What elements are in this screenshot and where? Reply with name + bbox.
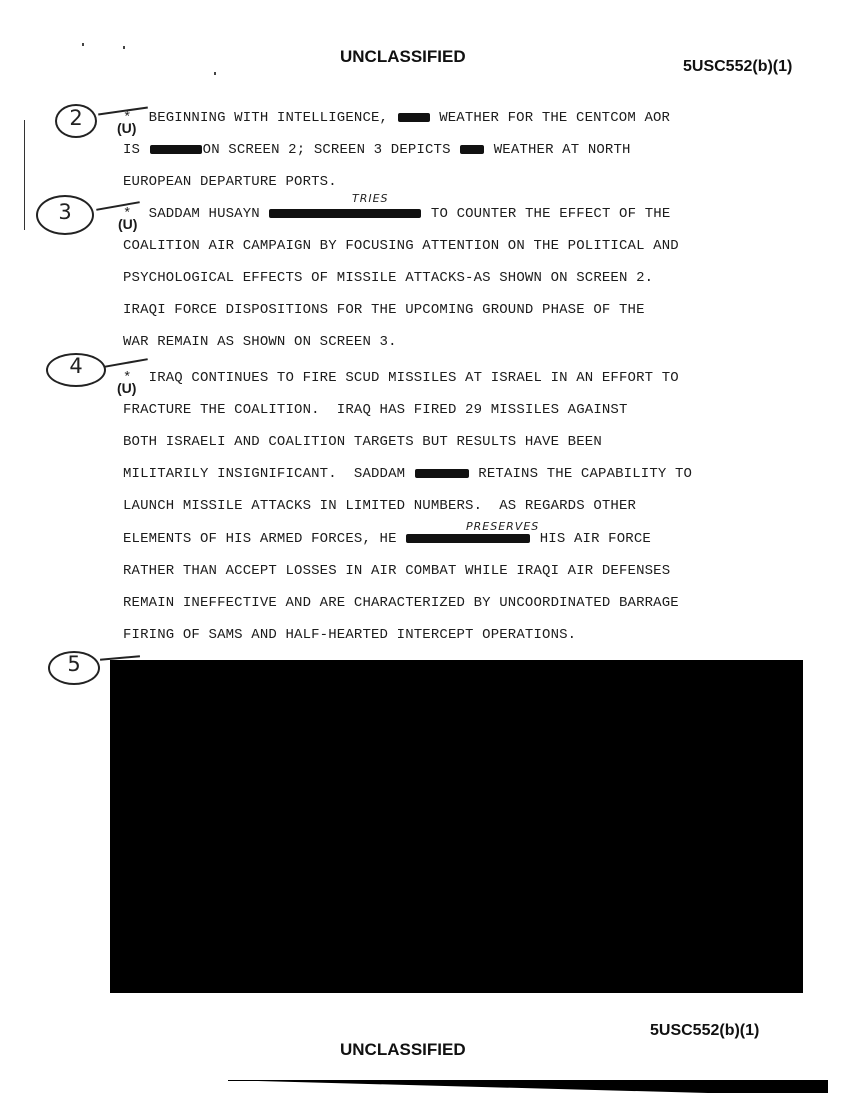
- text-line: RATHER THAN ACCEPT LOSSES IN AIR COMBAT WHILE IRAQI AIR DEFENSES: [123, 563, 671, 579]
- text-line: IS ON SCREEN 2; SCREEN 3 DEPICTS WEATHER AT NORTH: [123, 142, 631, 158]
- ink-redaction: [415, 469, 469, 478]
- ink-redaction: [150, 145, 202, 154]
- text-line: FIRING OF SAMS AND HALF-HEARTED INTERCEPT OPERATIONS.: [123, 627, 577, 643]
- footer-classification: UNCLASSIFIED: [340, 1040, 466, 1059]
- text-line: ELEMENTS OF HIS ARMED FORCES, HE HIS AIR FORCE: [123, 531, 651, 547]
- portion-marking: (U): [118, 216, 138, 232]
- header-exemption-code: 5USC552(b)(1): [683, 58, 793, 75]
- portion-marking: (U): [117, 120, 137, 136]
- bottom-edge-bar: [228, 1080, 828, 1093]
- text-line: * IRAQ CONTINUES TO FIRE SCUD MISSILES AT ISRAEL IN AN EFFORT TO: [123, 370, 679, 386]
- header-classification: UNCLASSIFIED: [340, 47, 466, 66]
- text-line: COALITION AIR CAMPAIGN BY FOCUSING ATTENTION ON THE POLITICAL AND: [123, 238, 679, 254]
- paragraph-number-circle: 5: [48, 651, 100, 685]
- portion-marking: (U): [117, 380, 137, 396]
- redaction-block: [110, 660, 803, 993]
- footer-exemption-code: 5USC552(b)(1): [650, 1022, 760, 1039]
- margin-rule: [24, 120, 25, 230]
- paragraph-number-circle: 4: [46, 353, 106, 387]
- margin-dot: [123, 46, 125, 49]
- text-line: WAR REMAIN AS SHOWN ON SCREEN 3.: [123, 334, 397, 350]
- ink-redaction: [398, 113, 430, 122]
- text-line: LAUNCH MISSILE ATTACKS IN LIMITED NUMBERS. AS REGARDS OTHER: [123, 498, 637, 514]
- ink-redaction: [406, 534, 530, 543]
- text-line: MILITARILY INSIGNIFICANT. SADDAM RETAINS THE CAPABILITY TO: [123, 466, 693, 482]
- text-line: REMAIN INEFFECTIVE AND ARE CHARACTERIZED BY UNCOORDINATED BARRAGE: [123, 595, 679, 611]
- text-line: BOTH ISRAELI AND COALITION TARGETS BUT RESULTS HAVE BEEN: [123, 434, 602, 450]
- text-line: * BEGINNING WITH INTELLIGENCE, WEATHER FOR THE CENTCOM AOR: [123, 110, 671, 126]
- ink-redaction: [460, 145, 484, 154]
- text-line: * SADDAM HUSAYN TO COUNTER THE EFFECT OF THE: [123, 206, 671, 222]
- paragraph-number-circle: 2: [55, 104, 97, 138]
- margin-dot: [82, 43, 84, 46]
- ink-redaction: [269, 209, 421, 218]
- paragraph-number-circle: 3: [36, 195, 94, 235]
- text-line: PSYCHOLOGICAL EFFECTS OF MISSILE ATTACKS-AS SHOWN ON SCREEN 2.: [123, 270, 654, 286]
- handwritten-annotation: TRIES: [352, 192, 389, 205]
- text-line: EUROPEAN DEPARTURE PORTS.: [123, 174, 337, 190]
- hand-tick-mark: [104, 358, 148, 368]
- handwritten-annotation: PRESERVES: [466, 520, 540, 533]
- text-line: IRAQI FORCE DISPOSITIONS FOR THE UPCOMING GROUND PHASE OF THE: [123, 302, 645, 318]
- margin-dot: [214, 72, 216, 75]
- text-line: FRACTURE THE COALITION. IRAQ HAS FIRED 29 MISSILES AGAINST: [123, 402, 628, 418]
